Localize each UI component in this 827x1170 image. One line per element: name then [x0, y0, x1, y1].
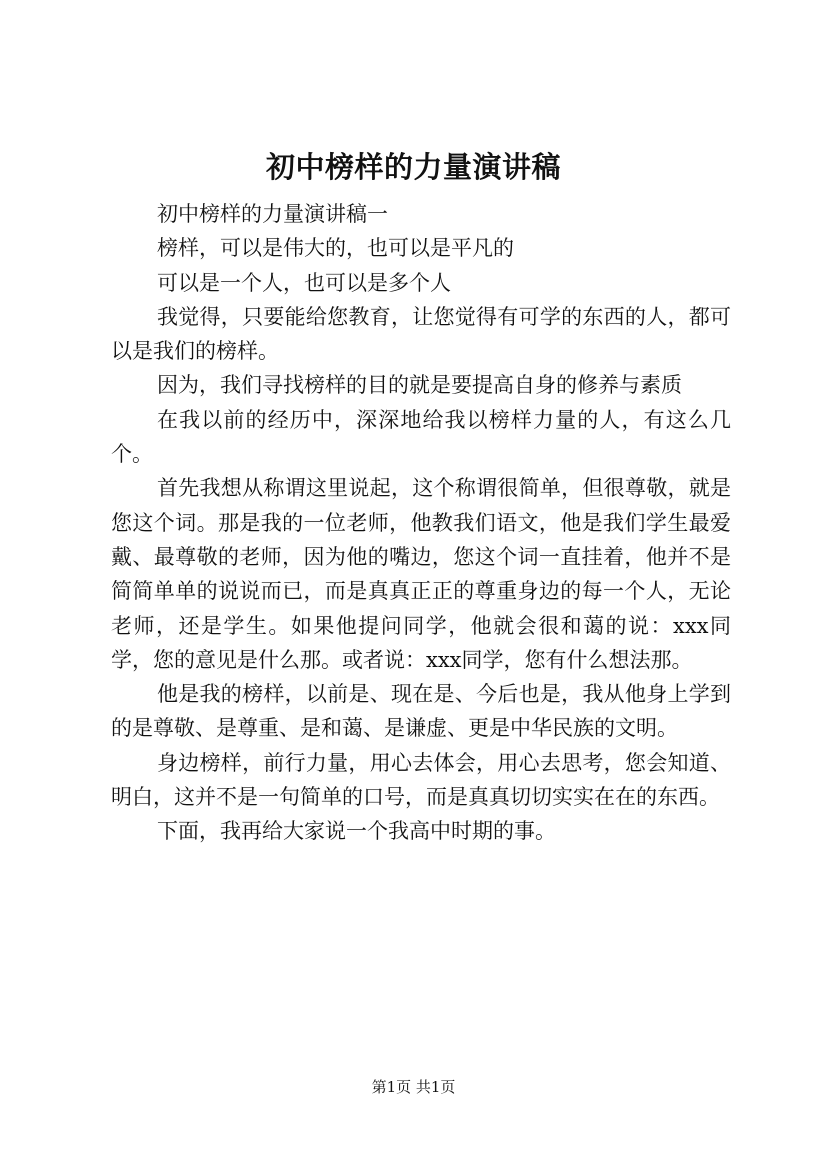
paragraph-9: 身边榜样，前行力量，用心去体会，用心去思考，您会知道、明白，这并不是一句简单的口号，而是真真切切实实在在的东西。 [111, 750, 731, 810]
page-footer: 第1页 共1页 [371, 1078, 456, 1096]
document-title: 初中榜样的力量演讲稿 [265, 150, 561, 184]
paragraph-3: 可以是一个人，也可以是多个人 [157, 270, 451, 295]
paragraph-10: 下面，我再给大家说一个我高中时期的事。 [157, 819, 556, 844]
paragraph-2: 榜样，可以是伟大的，也可以是平凡的 [157, 236, 514, 261]
paragraph-8: 他是我的榜样，以前是、现在是、今后也是，我从他身上学到的是尊敬、是尊重、是和蔼、是谦虚、更是中华民族的文明。 [111, 682, 731, 741]
paragraph-1: 初中榜样的力量演讲稿一 [157, 202, 388, 226]
paragraph-7: 首先我想从称谓这里说起，这个称谓很简单，但很尊敬，就是您这个词。那是我的一位老师，他教我们语文，他是我们学生最爱戴、最尊敬的老师，因为他的嘴边，您这个词一直挂着，他并不是简简单单的说说而已，而是真真正正的尊重身边的每一个人，无论老师，还是学生。如果他提问同学，他就会很和蔼的说：xxx同学，您的意见是什么那。或者说：xxx同学，您有什么想法那。 [111, 476, 731, 672]
document-body [111, 197, 731, 849]
paragraph-5: 因为，我们寻找榜样的目的就是要提高自身的修养与素质 [157, 373, 682, 398]
paragraph-6: 在我以前的经历中，深深地给我以榜样力量的人，有这么几个。 [111, 407, 731, 467]
paragraph-4: 我觉得，只要能给您教育，让您觉得有可学的东西的人，都可以是我们的榜样。 [111, 304, 731, 364]
